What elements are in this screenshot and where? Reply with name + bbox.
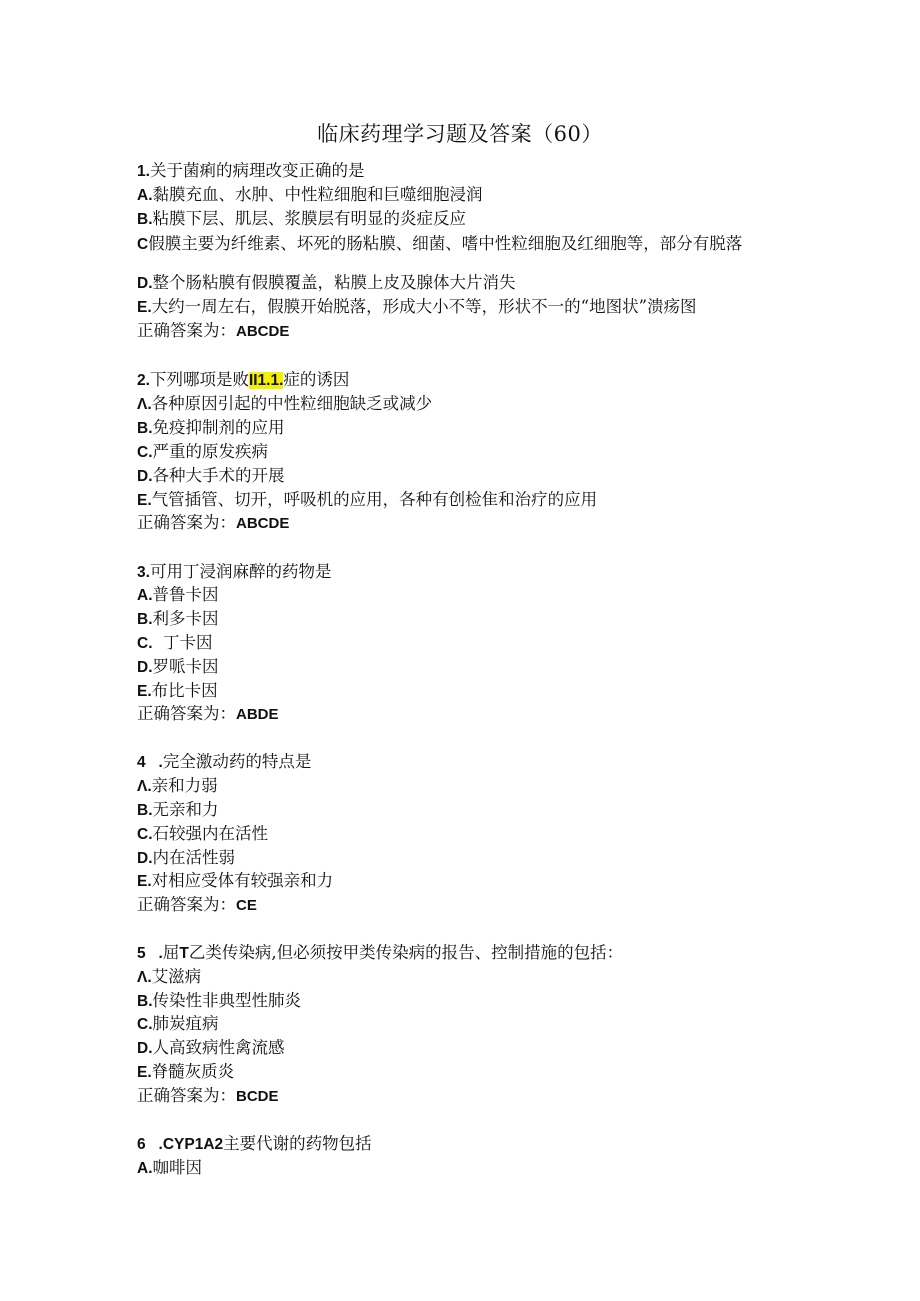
answer-prefix: 正确答案为： [137,704,236,723]
question-code: CYP1A2 [162,1136,224,1153]
option-text: 传染性非典型性肺炎 [152,991,301,1010]
option-text: 大约一周左右，假膜开始脱落，形成大小不等，形状不一的“地图状”溃疡图 [151,297,697,316]
option-text: 粘膜下层、肌层、浆膜层有明显的炎症反应 [152,209,466,228]
option-label: B. [137,211,153,228]
option-a [137,392,797,417]
answer-line [137,511,797,536]
option-b [137,989,797,1014]
option-text: 肺炭疽病 [152,1014,219,1033]
question-text-after: 乙类传染病,但必须按甲类传染病的报告、控制措施的包括： [188,943,624,962]
option-text: 丁卡因 [152,633,213,652]
option-text: 艾滋病 [151,967,202,986]
option-label: A. [137,187,153,204]
question-number: 6 . [137,1136,163,1153]
option-a [137,583,797,608]
option-label: D. [137,850,153,867]
option-b [137,607,797,632]
question-stem [137,159,797,184]
option-a [137,774,797,799]
option-label: C [137,236,149,253]
option-text: 利多卡因 [152,609,219,628]
answer-line [137,1084,797,1109]
option-label: E. [137,683,152,700]
question-text: 可用丁浸润麻醉的药物是 [149,562,332,581]
question-text: 完全激动药的特点是 [162,752,312,771]
question-stem [137,368,797,393]
option-label: E. [137,492,152,509]
option-a [137,183,797,208]
option-label: C. [137,444,153,461]
question-stem [137,1132,797,1157]
option-c [137,440,797,465]
option-text: 布比卡因 [151,681,218,700]
option-e [137,679,797,704]
question-text: 主要代谢的药物包括 [223,1134,372,1153]
option-label: E. [137,1064,152,1081]
option-text: 无亲和力 [152,800,219,819]
question-number: 1. [137,163,150,180]
option-text: 普鲁卡因 [152,585,219,604]
option-text: 假膜主要为纤维素、坏死的肠粘膜、细菌、嗜中性粒细胞及红细胞等，部分有脱落 [148,234,743,253]
option-c [137,234,797,254]
answer-prefix: 正确答案为： [137,1086,236,1105]
option-label: C. [137,826,153,843]
question-text-before: 屈 [162,943,180,962]
question-text: 关于菌痢的病理改变正确的是 [149,161,365,180]
option-label: C. [137,635,153,652]
option-text: 各种原因引起的中性粒细胞缺乏或减少 [151,394,433,413]
answer-prefix: 正确答案为： [137,321,236,340]
option-label: B. [137,993,153,1010]
option-label: D. [137,275,153,292]
option-label: Λ. [137,969,152,986]
answer-prefix: 正确答案为： [137,513,236,532]
question-number: 3. [137,564,150,581]
option-label: D. [137,659,153,676]
question-stem [137,941,797,966]
option-d [137,271,797,296]
option-text: 石较强内在活性 [152,824,268,843]
option-label: E. [137,873,152,890]
option-label: A. [137,587,153,604]
option-text: 罗哌卡因 [152,657,219,676]
option-text: 咖啡因 [152,1158,202,1177]
question-text-mark: T [179,945,189,962]
option-e [137,295,797,320]
option-d [137,1036,797,1061]
answer-value: BCDE [236,1088,279,1105]
option-e [137,869,797,894]
option-text: 对相应受体有较强亲和力 [151,871,334,890]
option-b [137,207,797,232]
option-label: B. [137,802,153,819]
option-label: B. [137,611,153,628]
question-text-after: 症的诱因 [283,370,350,389]
option-label: Λ. [137,778,152,795]
answer-prefix: 正确答案为： [137,895,236,914]
answer-value: CE [236,897,257,914]
option-text: 严重的原发疾病 [152,442,268,461]
option-text: 亲和力弱 [151,776,218,795]
question-number: 5 . [137,945,163,962]
option-label: E. [137,299,152,316]
option-label: D. [137,1040,153,1057]
question-text-before: 下列哪项是败 [149,370,249,389]
option-text: 人高致病性禽流感 [152,1038,285,1057]
question-stem [137,750,797,775]
answer-line [137,893,797,918]
option-b [137,416,797,441]
option-c [137,1012,797,1037]
option-c [137,631,797,656]
option-d [137,655,797,680]
option-text: 各种大手术的开展 [152,466,285,485]
option-label: A. [137,1160,153,1177]
option-label: D. [137,468,153,485]
answer-value: ABCDE [236,515,290,532]
option-d [137,464,797,489]
answer-line [137,702,797,727]
option-e [137,1060,797,1085]
option-d [137,846,797,871]
answer-line [137,319,797,344]
option-a [137,965,797,990]
question-number: 4 . [137,754,163,771]
option-e [137,488,797,513]
option-b [137,798,797,823]
answer-value: ABDE [236,706,279,723]
option-text: 气管插管、切开，呼吸机的应用，各种有创检隹和治疗的应用 [151,490,598,509]
question-number: 2. [137,372,150,389]
answer-value: ABCDE [236,323,290,340]
page-title: 临床药理学习题及答案（60） [317,122,603,146]
option-text: 黏膜充血、水肿、中性粒细胞和巨噬细胞浸润 [152,185,483,204]
option-a [137,1156,797,1181]
option-text: 整个肠粘膜有假膜覆盖，粘膜上皮及腺体大片消失 [152,273,516,292]
option-label: B. [137,420,153,437]
highlighted-ocr-artifact: II1.1. [248,372,284,389]
option-label: C. [137,1016,153,1033]
option-text: 免疫抑制剂的应用 [152,418,285,437]
option-c [137,822,797,847]
option-text: 脊髓灰质炎 [151,1062,235,1081]
question-stem [137,560,797,585]
option-text: 内在活性弱 [152,848,235,867]
option-label: Λ. [137,396,152,413]
